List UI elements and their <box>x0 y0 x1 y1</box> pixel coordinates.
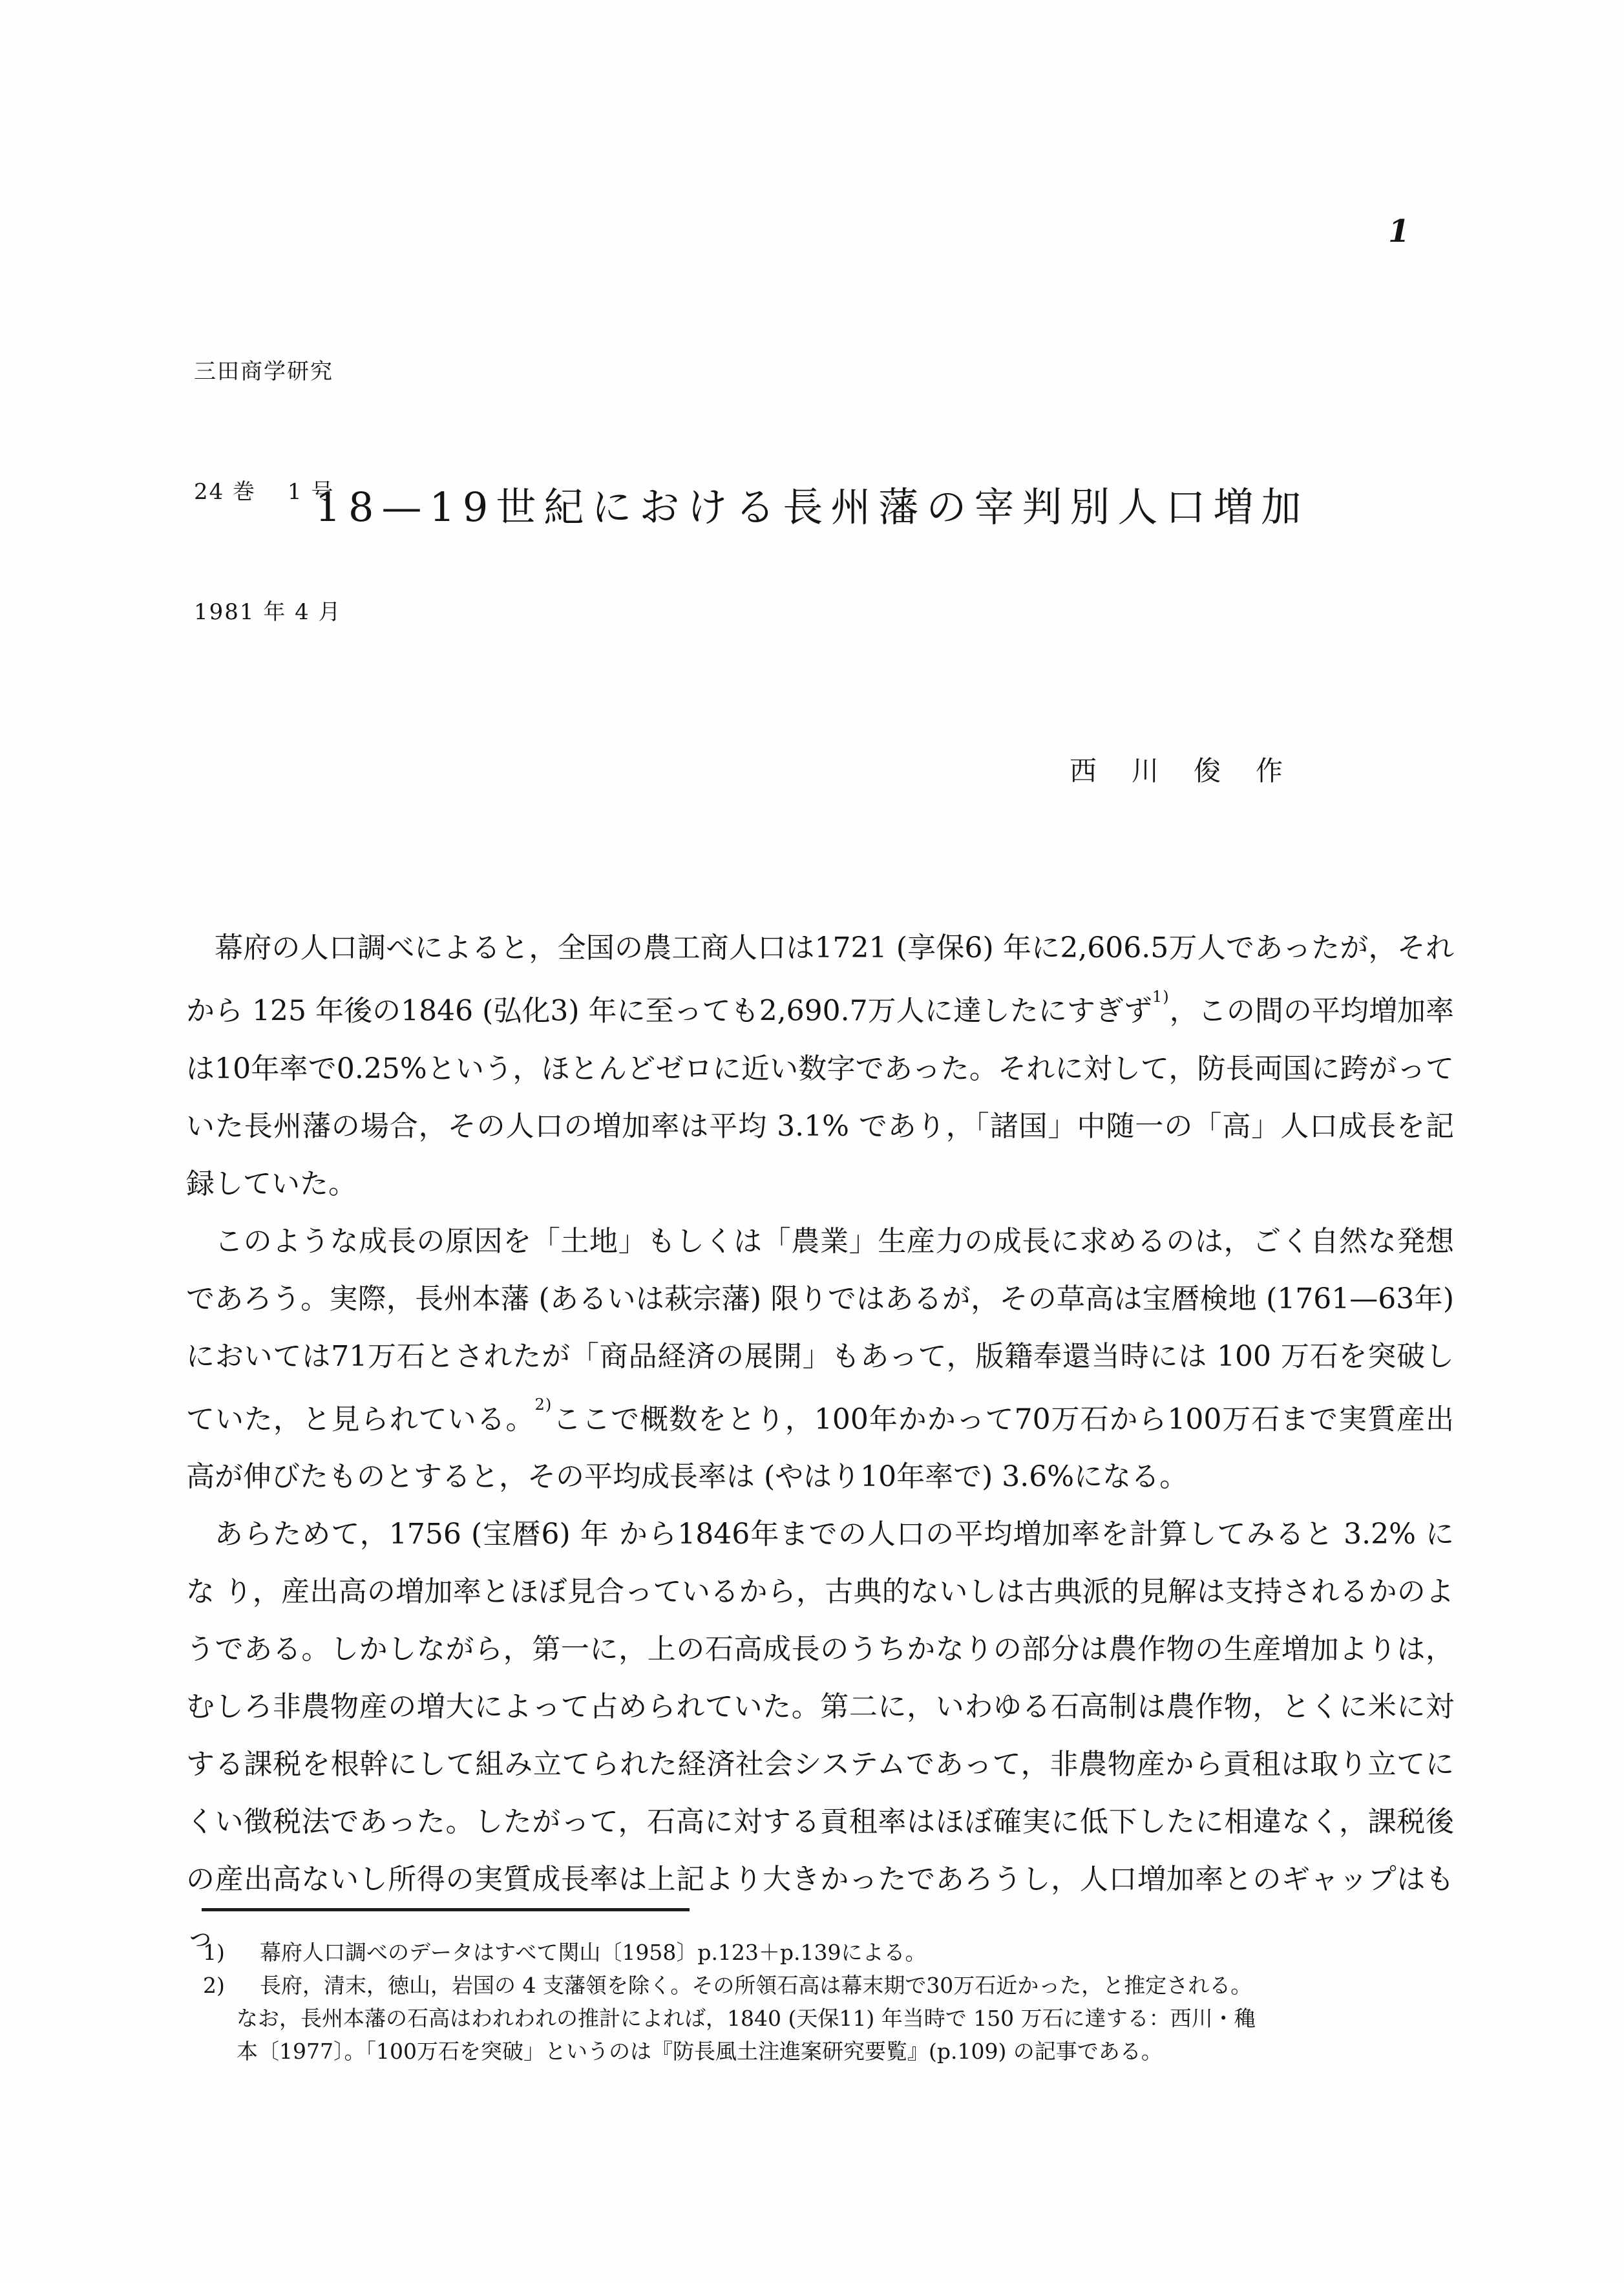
paragraph: このような成長の原因を「土地」もしくは「農業」生産力の成長に求めるのは，ごく自然な発想であろう。実際，長州本藩 (あるいは萩宗藩) 限りではあるが，その草高は宝暦検地 (1761—63年) においては71万石とされたが「商品経済の展開」もあって，版籍奉還当時には 100 万石を突破していた，と見られている。$^{2)}$ここで概数をとり，100年かかって70万石から100万石まで実質産出高が伸びたものとすると，その平均成長率は (やはり10年率で) 3.6%になる。 <box>186 1224 1455 1494</box>
page-number: 1 <box>1388 213 1410 250</box>
footnote-line-continuation: なお，長州本藩の石高はわれわれの推計によれば，1840 (天保11) 年当時で 150 万石に達する：西川・穐 <box>237 2006 1256 2031</box>
footnotes <box>200 1936 1480 2068</box>
footnote-item <box>200 1969 1480 2068</box>
article-title: 18—19世紀における長州藩の宰判別人口増加 <box>315 483 1309 531</box>
footnote-marker: 2) <box>203 1973 225 1998</box>
journal-name: 三田商学研究 <box>194 359 333 385</box>
paragraph: 幕府の人口調べによると，全国の農工商人口は1721 (享保6) 年に2,606.5万人であったが，それから 125 年後の1846 (弘化3) 年に至っても2,690.7万人に達したにすぎず$^{1)}$，この間の平均増加率は10年率で0.25%という，ほとんどゼロに近い数字であった。それに対して，防長両国に跨がっていた長州藩の場合，その人口の増加率は平均 3.1% であり，「諸国」中随一の「高」人口成長を記録していた。 <box>186 931 1455 1200</box>
article-body <box>186 919 1454 1966</box>
paragraph: あらためて，1756 (宝暦6) 年 から1846年までの人口の平均増加率を計算してみると 3.2% にな り，産出高の増加率とほぼ見合っているから，古典的ないしは古典派的見解は支持されるかのようである。しかしながら，第一に，上の石高成長のうちかなりの部分は農作物の生産増加よりは，むしろ非農物産の増大によって占められていた。第二に，いわゆる石高制は農作物，とくに米に対する課税を根幹にして組み立てられた経済社会システムであって，非農物産から貢租は取り立てにくい徴税法であった。したがって，石高に対する貢租率はほぼ確実に低下したに相違なく，課税後の産出高ないし所得の実質成長率は上記より大きかったであろうし，人口増加率とのギャップはもっ <box>186 1518 1454 1954</box>
journal-volume-issue: 24 巻 1 号 <box>194 479 335 505</box>
footnote-line: 2) 長府，清末，徳山，岩国の 4 支藩領を除く。その所領石高は幕末期で30万石近かった，と推定される。 <box>200 1969 1480 2002</box>
footnote-line: 1) 幕府人口調べのデータはすべて関山〔1958〕p.123＋p.139による。 <box>200 1936 1480 1969</box>
footnote-ref: 2) <box>534 1396 553 1414</box>
footnote-line-continuation: 本〔1977〕。「100万石を突破」というのは『防長風土注進案研究要覧』(p.109) の記事である。 <box>237 2039 1163 2064</box>
footnote-marker: 1) <box>203 1940 225 1965</box>
footnote-separator <box>202 1908 690 1911</box>
journal-date: 1981 年 4 月 <box>194 599 342 625</box>
footnote-item <box>200 1936 1480 1969</box>
footnote-ref: 1) <box>1152 987 1170 1006</box>
author-name: 西 川 俊 作 <box>1070 755 1287 787</box>
